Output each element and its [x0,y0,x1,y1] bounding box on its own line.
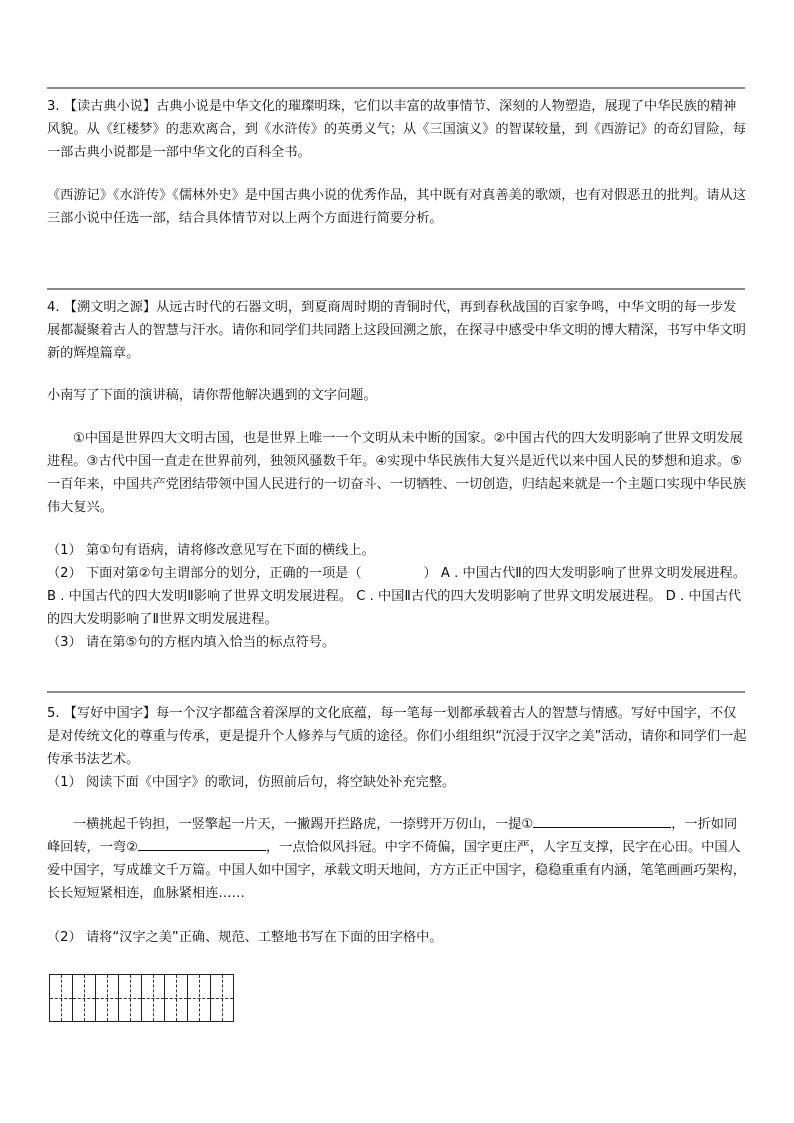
q3-stem: 3. 【读古典小说】古典小说是中华文化的璀璨明珠，它们以丰富的故事情节、深刻的人物塑造，展现了中华民族的精神风貌。从《红楼梦》的悲欢离合，到《水浒传》的英勇义气；从《三国演义》的智谋较量，到《西游记》的奇幻冒险，每一部古典小说都是一部中华文化的百科全书。 [47,99,746,160]
q4-sub3: （3） 请在第⑤句的方框内填入恰当的标点符号。 [47,635,336,650]
q4-sub2-options: ） A . 中国古代Ⅱ的四大发明影响了世界文明发展进程。 B . 中国古代的四大发明Ⅱ影响了世界文明发展进程。 C . 中国Ⅱ古代的四大发明影响了世界文明发展进程。 D . 中国古代的四大发明影响了Ⅱ世界文明发展进程。 [47,566,746,627]
q4-stem: 4. 【溯文明之源】从远古时代的石器文明，到夏商周时期的青铜时代，再到春秋战国的百家争鸣，中华文明的每一步发展都凝聚着古人的智慧与汗水。请你和同学们共同踏上这段回溯之旅，在探寻中感受中华文明的博大精深，书写中华文明新的辉煌篇章。 [47,300,746,361]
q5-sub2: （2） 请将“汉字之美”正确、规范、工整地书写在下面的田字格中。 [47,930,443,945]
grid-cell[interactable] [210,974,234,1022]
q4-intro: 小南写了下面的演讲稿，请你帮他解决遇到的文字问题。 [47,388,377,403]
grid-cell[interactable] [118,974,142,1022]
grid-cell[interactable] [49,974,73,1022]
q5-lyrics [47,813,747,905]
blank-1[interactable] [533,813,671,828]
q4-sub2-prompt: （2） 下面对第②句主谓部分的划分，正确的一项是（ [47,566,362,581]
grid-cell[interactable] [95,974,119,1022]
q3-top-rule [47,87,745,89]
q5-sub1: （1） 阅读下面《中国字》的歌词，仿照前后句，将空缺处补充完整。 [47,775,456,790]
q5-lyric-a: 一横挑起千钧担，一竖擎起一片天，一撇踢开拦路虎，一捺劈开万仞山，一提① [73,817,534,832]
q4-top-rule [47,288,745,290]
grid-cell[interactable] [72,974,96,1022]
q4-speech: ①中国是世界四大文明古国，也是世界上唯一一个文明从未中断的国家。②中国古代的四大发明影响了世界文明发展进程。③古代中国一直走在世界前列，独领风骚数千年。④实现中华民族伟大复兴是近代以来中国人民的梦想和追求。⑤一百年来，中国共产党团结带领中国人民进行的一切奋斗、一切牺牲、一切创造，归结起来就是一个主题口实现中华民族伟大复兴。 [47,431,746,515]
blank-2[interactable] [138,836,266,851]
q5-lyric-b: ，一折如同峰回转，一弯② [47,817,738,855]
q4-sub2 [47,562,747,631]
grid-cell[interactable] [187,974,211,1022]
q3-task: 《西游记》《水浒传》《儒林外史》是中国古典小说的优秀作品，其中既有对真善美的歌颂，也有对假恶丑的批判。请从这三部小说中任选一部，结合具体情节对以上两个方面进行简要分析。 [47,188,746,226]
q5-lyric-c: ，一点恰似风抖冠。中字不倚偏，国字更庄严，人字互支撑，民字在心田。中国人爱中国字，写成雄文千万篇。中国人如中国字，承载文明天地间，方方正正中国字，稳稳重重有内涵，笔笔画画巧架构，长长短短紧相连，血脉紧相连…… [47,840,746,901]
q4-sub1: （1） 第①句有语病，请将修改意见写在下面的横线上。 [47,543,375,558]
grid-cell[interactable] [141,974,165,1022]
q5-stem: 5. 【写好中国字】每一个汉字都蕴含着深厚的文化底蕴，每一笔每一划都承载着古人的智慧与情感。写好中国字，不仅是对传统文化的尊重与传承，更是提升个人修养与气质的途径。你们小组组织“沉浸于汉字之美”活动，请你和同学们一起传承书法艺术。 [47,706,747,767]
grid-cell[interactable] [164,974,188,1022]
q5-top-rule [47,691,745,693]
tianzige-grid[interactable] [49,974,234,1022]
